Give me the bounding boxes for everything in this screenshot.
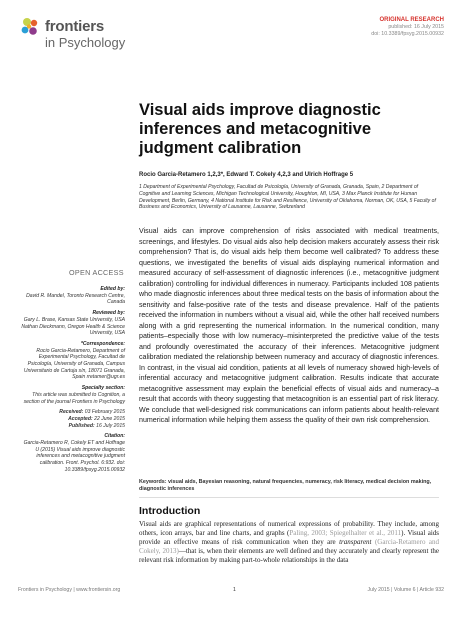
published-value: 16 July 2015: [96, 422, 125, 429]
citation-heading: Citation:: [104, 433, 125, 440]
journal-subtitle: in Psychology: [45, 35, 126, 50]
article-title: Visual aids improve diagnostic inferences and metacognitive judgment calibration: [139, 101, 381, 157]
citation-body: Garcia-Retamero R, Cokely ET and Hoffrage U (2015) Visual aids improve diagnostic inferences and metacognitive judgment calibration. Front. Psychol. 6:932. doi: 10.3389/fpsyg.2015.00932: [23, 440, 125, 473]
citation-link[interactable]: (Garcia-Retamero and Cokely, 2013): [139, 537, 439, 555]
page-footer: [0, 583, 474, 601]
dates: [20, 409, 125, 429]
intro-text-1: Visual aids are graphical representations of numerical expressions of probability. They include, among others, icon arrays, bar and line charts, and graphs (: [139, 520, 439, 537]
edited-by: [20, 286, 125, 306]
abstract: Visual aids can improve comprehension of risks associated with medical treatments, screenings, and lifestyles. Do visual aids also help decision makers accurately assess their risk comprehension? That is, do visual aids help them become well calibrated? To address these questions, we investigated the benefits of visual aids displaying numerical information and measured accuracy of self-assessment of diagnostic inferences (i.e., metacognitive judgment calibration) controlling for individual differences in numeracy. Participants included 108 patients who made diagnostic inferences about three medical tests on the basis of information about the sensitivity and false-positive rate of the tests and disease prevalence. Half of the patients received the information in numbers without a visual aid, while the other half received numbers along with a grid representing the numerical information. In the numerical condition, many patients–especially those with low numeracy–misinterpreted the predictive value of the tests and profoundly overestimated the accuracy of their inferences. Metacognitive judgment calibration mediated the relationship between numeracy and accuracy of diagnostic inferences. In contrast, in the visual aid condition, patients at all levels of numeracy showed high-levels of inferential accuracy and metacognitive judgment calibration. Results indicate that accurate metacognitive assessment may explain the beneficial effects of visual aids and numeracy–a result that accords with theory suggesting that metacognition is an essential part of risk literacy. We conclude that well-designed risk communications can inform patients about health-relevant numerical information while helping them assess the quality of their own risk comprehension.: [139, 227, 439, 424]
correspondence-body[interactable]: Rocio Garcia-Retamero, Department of Experimental Psychology, Facultad de Psicología, University of Granada, Campus Universitario de Cartuja s/n, 18071 Granada, Spain rretamer@ugr.es: [23, 347, 125, 381]
specialty-section: [20, 385, 125, 405]
reviewed-by: [20, 310, 125, 337]
intro-emphasis: transparent: [339, 537, 372, 546]
journal-brand: frontiers: [45, 18, 105, 35]
published-label: Published:: [68, 422, 95, 429]
specialty-heading: Specialty section:: [81, 385, 125, 392]
doi[interactable]: doi: 10.3389/fpsyg.2015.00932: [371, 31, 444, 38]
correspondence-heading: *Correspondence:: [80, 340, 125, 347]
edited-by-body: David R. Mandel, Toronto Research Centre, Canada: [26, 292, 125, 306]
correspondence: [20, 341, 125, 381]
published-date-sidebar: [20, 423, 125, 430]
footer-issue: July 2015 | Volume 6 | Article 932: [367, 587, 444, 593]
received-date: [20, 409, 125, 416]
article-type: ORIGINAL RESEARCH: [379, 17, 444, 23]
introduction-heading: Introduction: [139, 505, 201, 517]
frontiers-logo-icon: [19, 16, 41, 38]
published-date: published: 16 July 2015: [388, 24, 444, 31]
intro-text-3: —that is, when their elements are well defined and they accurately and clearly represent the relevant risk information by making part-to-whole relationships in the data: [139, 546, 439, 564]
edited-by-heading: Edited by:: [100, 286, 125, 292]
accepted-value: 22 June 2015: [94, 415, 125, 422]
intro-text-2: ). Visual aids provide an effective means of risk communication when they are: [139, 528, 439, 546]
citation-link[interactable]: Paling, 2003; Spiegelhalter et al., 2011: [289, 528, 402, 537]
open-access-label: OPEN ACCESS: [69, 268, 124, 277]
footer-journal[interactable]: Frontiers in Psychology | www.frontiersin.org: [18, 587, 121, 593]
affiliations: 1 Department of Experimental Psychology, Facultad de Psicología, University of Granada, Granada, Spain, 2 Department of Cognitive and Learning Sciences, Michigan Technological University, Houghton, MI, USA, 3 Max Planck Institute for Human Development, Berlin, Germany, 4 National Institute for Risk and Resilience, University of Oklahoma, Norman, OK, USA, 5 Faculty of Business and Economics, University of Lausanne, Lausanne, Switzerland: [139, 184, 436, 211]
introduction-paragraph: [139, 520, 439, 565]
reviewed-by-heading: Reviewed by:: [92, 310, 125, 317]
received-label: Received:: [59, 409, 84, 416]
received-value: 03 February 2015: [84, 409, 125, 416]
accepted-date: [20, 416, 125, 423]
reviewed-by-body: Gary L. Brase, Kansas State University, USA Nathan Dieckmann, Oregon Health & Science University, USA: [21, 316, 125, 337]
article-meta: [371, 17, 444, 39]
author-list: Rocio Garcia-Retamero 1,2,3*, Edward T. Cokely 4,2,3 and Ulrich Hoffrage 5: [139, 172, 354, 178]
journal-logo: [19, 14, 139, 54]
section-divider: [139, 497, 439, 498]
accepted-label: Accepted:: [68, 415, 93, 422]
citation: [20, 433, 125, 473]
specialty-body: This article was submitted to Cognition, a section of the journal Frontiers in Psychology: [23, 391, 125, 405]
page-number: 1: [233, 587, 236, 593]
article-sidebar: [20, 286, 125, 478]
keywords: Keywords: visual aids, Bayesian reasoning, natural frequencies, numeracy, risk literacy, medical decision making, diagnostic inferences: [139, 479, 432, 492]
